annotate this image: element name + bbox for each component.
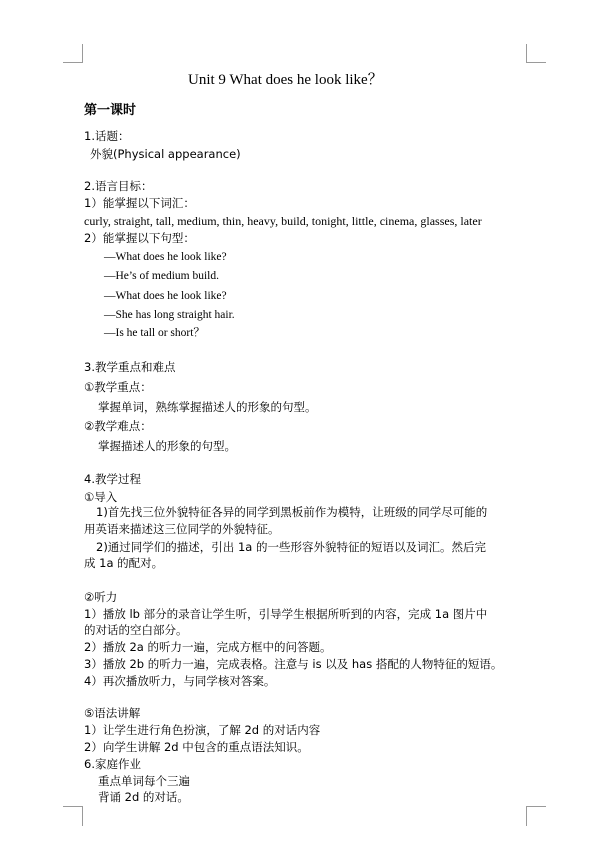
key-points-label: ①教学重点： xyxy=(84,380,152,394)
patterns-label: 2）能掌握以下句型： xyxy=(84,231,195,245)
listening-step-3: 3）播放 2b 的听力一遍，完成表格。注意与 is 以及 has 搭配的人物特征的短语。 xyxy=(84,657,503,671)
section-4-heading: 4.教学过程 xyxy=(84,472,141,486)
crop-mark-top-right-h xyxy=(527,62,546,63)
intro-label: ①导入 xyxy=(84,490,118,504)
pattern-line: —What does he look like? xyxy=(104,290,227,302)
difficulty-label: ②教学难点： xyxy=(84,419,152,433)
pattern-line: —What does he look like? xyxy=(104,251,227,263)
pattern-line: —She has long straight hair. xyxy=(104,309,235,321)
pattern-line: —He’s of medium build. xyxy=(104,270,219,282)
listening-step-4: 4）再次播放听力，与同学核对答案。 xyxy=(84,674,276,688)
pattern-line: —Is he tall or short？ xyxy=(104,327,205,339)
section-1-heading: 1.话题： xyxy=(84,129,130,143)
crop-mark-top-right xyxy=(526,44,527,63)
grammar-step-1: 1）让学生进行角色扮演，了解 2d 的对话内容 xyxy=(84,723,321,737)
section-3-heading: 3.教学重点和难点 xyxy=(84,360,176,374)
vocab-list: curly, straight, tall, medium, thin, heavy, build, tonight, little, cinema, glasses, later xyxy=(84,214,482,228)
key-points-text: 掌握单词，熟练掌握描述人的形象的句型。 xyxy=(98,400,317,414)
crop-mark-bottom-right xyxy=(526,806,527,826)
crop-mark-top-left-h xyxy=(63,62,82,63)
lesson-heading: 第一课时 xyxy=(84,103,137,118)
difficulty-text: 掌握描述人的形象的句型。 xyxy=(98,439,236,453)
crop-mark-bottom-right-h xyxy=(527,806,546,807)
intro-paragraph-2: 2)通过同学们的描述，引出 1a 的一些形容外貌特征的短语以及词汇。然后完 xyxy=(96,540,486,554)
homework-1: 重点单词每个三遍 xyxy=(98,774,190,788)
listening-step-2: 2）播放 2a 的听力一遍，完成方框中的问答题。 xyxy=(84,640,332,654)
grammar-step-2: 2）向学生讲解 2d 中包含的重点语法知识。 xyxy=(84,740,309,754)
crop-mark-bottom-left-h xyxy=(63,806,82,807)
crop-mark-bottom-left xyxy=(82,806,83,826)
homework-2: 背诵 2d 的对话。 xyxy=(98,790,189,804)
grammar-label: ⑤语法讲解 xyxy=(84,706,141,720)
intro-paragraph-2-cont: 成 1a 的配对。 xyxy=(84,556,164,570)
intro-paragraph-1: 1)首先找三位外貌特征各异的同学到黑板前作为模特，让班级的同学尽可能的 xyxy=(96,505,488,519)
listening-step-1-cont: 的对话的空白部分。 xyxy=(84,623,188,637)
section-2-heading: 2.语言目标： xyxy=(84,179,153,193)
vocab-label: 1）能掌握以下词汇： xyxy=(84,196,195,210)
section-1-topic: 外貌(Physical appearance) xyxy=(90,147,241,161)
listening-step-1: 1）播放 lb 部分的录音让学生听，引导学生根据所听到的内容，完成 1a 图片中 xyxy=(84,607,488,621)
section-6-heading: 6.家庭作业 xyxy=(84,757,141,771)
listening-label: ②听力 xyxy=(84,590,118,604)
document-title: Unit 9 What does he look like？ xyxy=(188,72,383,88)
crop-mark-top-left xyxy=(82,44,83,63)
intro-paragraph-1-cont: 用英语来描述这三位同学的外貌特征。 xyxy=(84,522,280,536)
